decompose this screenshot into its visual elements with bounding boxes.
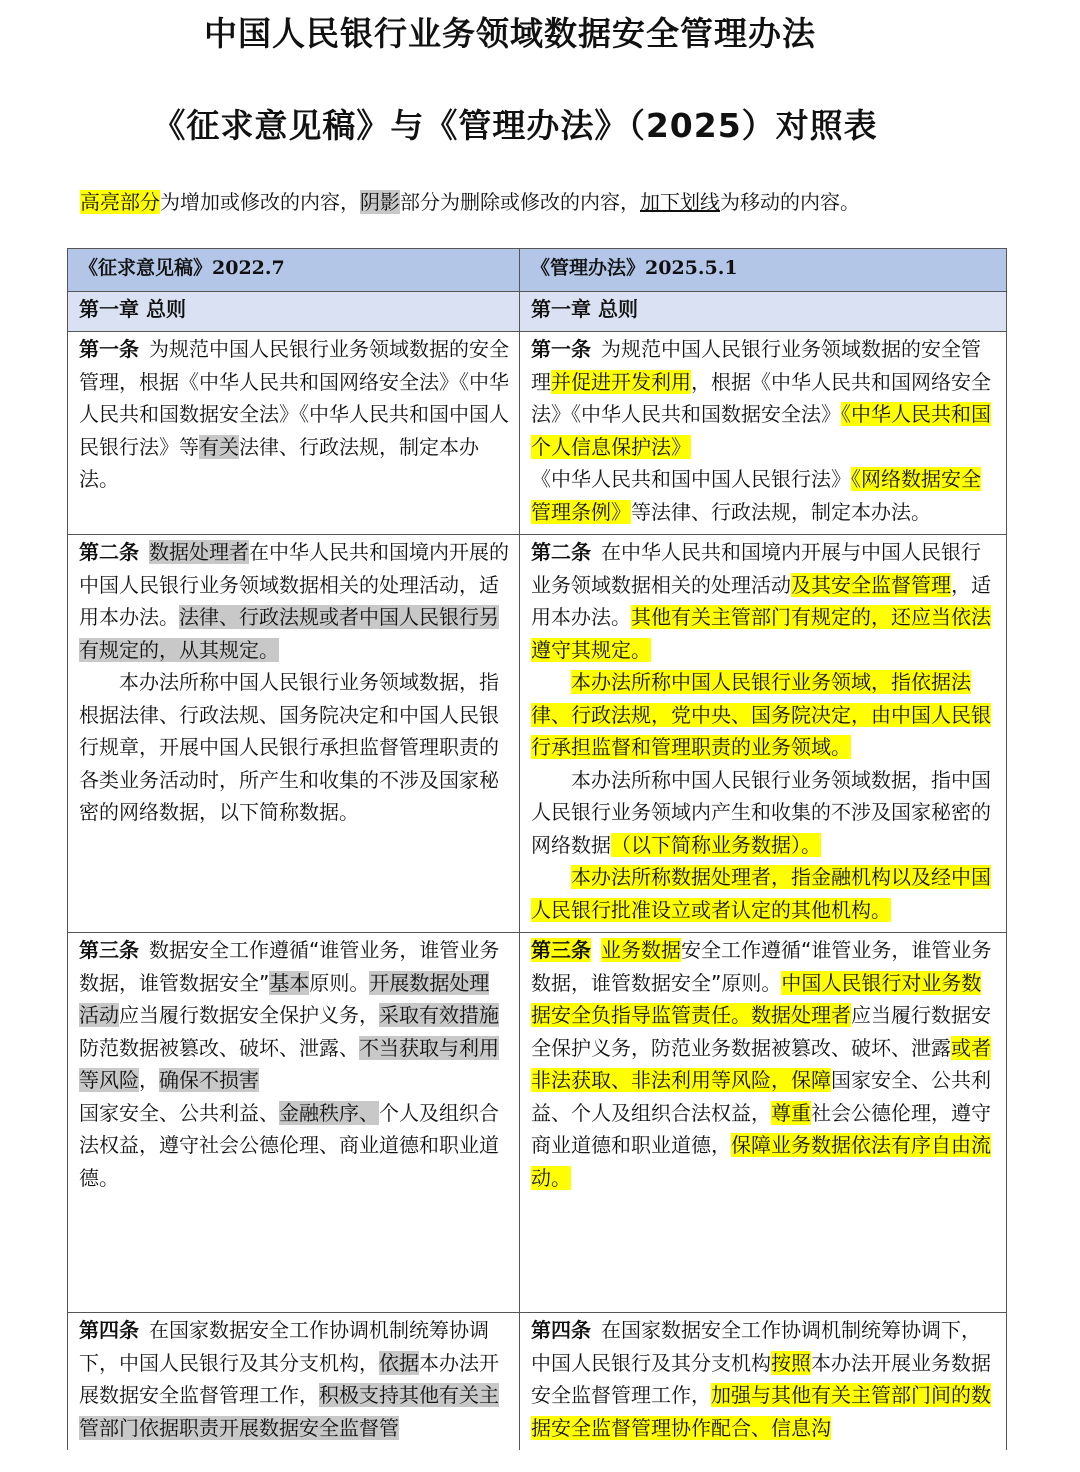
text: 国家安全、公共利益、个人及组织合法权益， (531, 1068, 991, 1125)
text: ，适用本办法。 (531, 572, 991, 629)
legend-highlight: 高亮部分 (80, 190, 160, 214)
comparison-table (67, 248, 1007, 1450)
added-text: 《中华人民共和国个人信息保护法》 (531, 402, 991, 459)
added-text: 及其安全监督管理 (791, 572, 951, 597)
header-left: 《征求意见稿》2022.7 (68, 249, 520, 292)
paragraph: 本办法所称中国人民银行业务领域数据，指根据法律、行政法规、国务院决定和中国人民银行规章，开展中国人民银行承担监督管理职责的各类业务活动时，所产生和收集的不涉及国家秘密的网络数据，以下简称数据。 (79, 670, 499, 824)
text: 本办法开展数据安全监督管理工作， (79, 1350, 499, 1407)
chapter-right: 第一章 总则 (520, 291, 1007, 332)
added-text: 按照 (771, 1350, 811, 1375)
deleted-text: 依据 (379, 1350, 419, 1375)
added-text: 保障业务数据依法有序自由流动。 (531, 1133, 991, 1190)
document-subtitle: 《征求意见稿》与《管理办法》（2025）对照表 (152, 106, 878, 145)
text: 原则。 (309, 970, 370, 995)
legend-text: 为移动的内容。 (720, 190, 860, 214)
text: 等法律、行政法规，制定本办法。 (631, 499, 931, 524)
article-2-left (68, 535, 520, 933)
text: ， (139, 1068, 159, 1092)
article-label: 第二条 (79, 540, 139, 564)
table-row (68, 933, 1007, 1313)
deleted-text: 采取有效措施 (379, 1003, 499, 1027)
text: 法律、行政法规，制定本办法。 (79, 434, 479, 491)
table-header-row (68, 249, 1007, 292)
added-text: 业务数据 (601, 938, 681, 962)
article-3-right (520, 933, 1007, 1313)
text: 《中华人民共和国中国人民银行法》 (531, 467, 851, 491)
text: 为规范中国人民银行业务领域数据的安全管理 (531, 337, 981, 394)
added-text: 《网络数据安全管理条例》 (531, 467, 981, 524)
added-text: 加强与其他有关主管部门间的数据安全监督管理协作配合、信息沟 (531, 1383, 991, 1440)
text: 应当履行数据安全保护义务，防范业务数据被篡改、破坏、泄露 (531, 1003, 991, 1060)
article-1-left (68, 332, 520, 535)
article-label: 第二条 (531, 540, 591, 564)
deleted-text: 基本 (269, 970, 310, 995)
text: 社会公德伦理，遵守商业道德和职业道德， (531, 1100, 991, 1157)
text: 在中华人民共和国境内开展与中国人民银行业务领域数据相关的处理活动 (531, 540, 981, 597)
text: 为规范中国人民银行业务领域数据的安全管理，根据《中华人民共和国网络安全法》《中华人民共和国数据安全法》《中华人民共和国中国人民银行法》等 (79, 337, 509, 459)
added-text: （以下简称业务数据）。 (611, 832, 821, 857)
chapter-row (68, 291, 1007, 332)
article-4-left (68, 1313, 520, 1451)
text: 本办法开展业务数据安全监督管理工作， (531, 1350, 991, 1407)
deleted-text: 金融秩序、 (279, 1100, 379, 1125)
article-label: 第四条 (531, 1318, 591, 1342)
article-2-right (520, 535, 1007, 933)
deleted-text: 确保不损害 (159, 1068, 259, 1092)
text: 在国家数据安全工作协调机制统筹协调下，中国人民银行及其分支机构， (79, 1318, 489, 1375)
deleted-text: 有关 (199, 434, 239, 459)
added-text: 或者非法获取、非法利用等风险，保障 (531, 1035, 991, 1092)
article-label: 第三条 (79, 938, 139, 962)
table-row (68, 332, 1007, 535)
text: 数据安全工作遵循“谁管业务，谁管业务数据，谁管数据安全” (79, 938, 500, 995)
text: 安全工作遵循“谁管业务，谁管业务数据，谁管数据安全”原则。 (531, 938, 992, 995)
legend-shade: 阴影 (360, 190, 400, 214)
deleted-text: 积极支持其他有关主管部门依据职责开展数据安全监督管 (79, 1383, 499, 1440)
deleted-text: 数据处理者 (149, 540, 249, 564)
deleted-text: 不当获取与利用等风险 (79, 1035, 499, 1092)
text: 在国家数据安全工作协调机制统筹协调下，中国人民银行及其分支机构 (531, 1318, 981, 1375)
deleted-text: 法律、行政法规或者中国人民银行另有规定的，从其规定。 (79, 605, 499, 662)
table-row (68, 1313, 1007, 1451)
text: 在中华人民共和国境内开展的中国人民银行业务领域数据相关的处理活动，适用本办法。 (79, 540, 509, 629)
text: 国家安全、公共利益、 (79, 1100, 279, 1125)
header-right: 《管理办法》2025.5.1 (520, 249, 1007, 292)
legend-text: 部分为删除或修改的内容， (400, 190, 640, 214)
added-text: 并促进开发利用 (551, 369, 691, 394)
legend-underline: 加下划线 (640, 190, 720, 214)
legend (80, 186, 860, 215)
added-text: 本办法所称中国人民银行业务领域，指依据法律、行政法规，党中央、国务院决定，由中国人民银行承担监督和管理职责的业务领域。 (531, 670, 991, 759)
text: ，根据《中华人民共和国网络安全法》《中华人民共和国数据安全法》 (531, 369, 991, 426)
added-text: 尊重 (771, 1100, 811, 1125)
legend-text: 为增加或修改的内容， (160, 190, 360, 214)
added-text: 其他有关主管部门有规定的，还应当依法遵守其规定。 (531, 605, 991, 662)
chapter-left: 第一章 总则 (68, 291, 520, 332)
text: 个人及组织合法权益，遵守社会公德伦理、商业道德和职业道德。 (79, 1100, 499, 1190)
deleted-text: 开展数据处理活动 (79, 970, 490, 1027)
added-text: 中国人民银行对业务数据安全负指导监管责任。数据处理者 (531, 970, 982, 1027)
document-title: 中国人民银行业务领域数据安全管理办法 (204, 14, 816, 53)
text: 应当履行数据安全保护义务， (119, 1003, 379, 1027)
table-row (68, 535, 1007, 933)
text: 本办法所称中国人民银行业务领域数据，指中国人民银行业务领域内产生和收集的不涉及国家秘密的网络数据 (531, 767, 991, 857)
text: 防范数据被篡改、破坏、泄露、 (79, 1035, 359, 1060)
article-label: 第一条 (531, 337, 591, 361)
article-4-right (520, 1313, 1007, 1451)
article-1-right (520, 332, 1007, 535)
article-label: 第四条 (79, 1318, 139, 1342)
added-text: 本办法所称数据处理者，指金融机构以及经中国人民银行批准设立或者认定的其他机构。 (531, 865, 991, 922)
article-3-left (68, 933, 520, 1313)
article-label: 第三条 (531, 938, 591, 962)
article-label: 第一条 (79, 337, 139, 361)
